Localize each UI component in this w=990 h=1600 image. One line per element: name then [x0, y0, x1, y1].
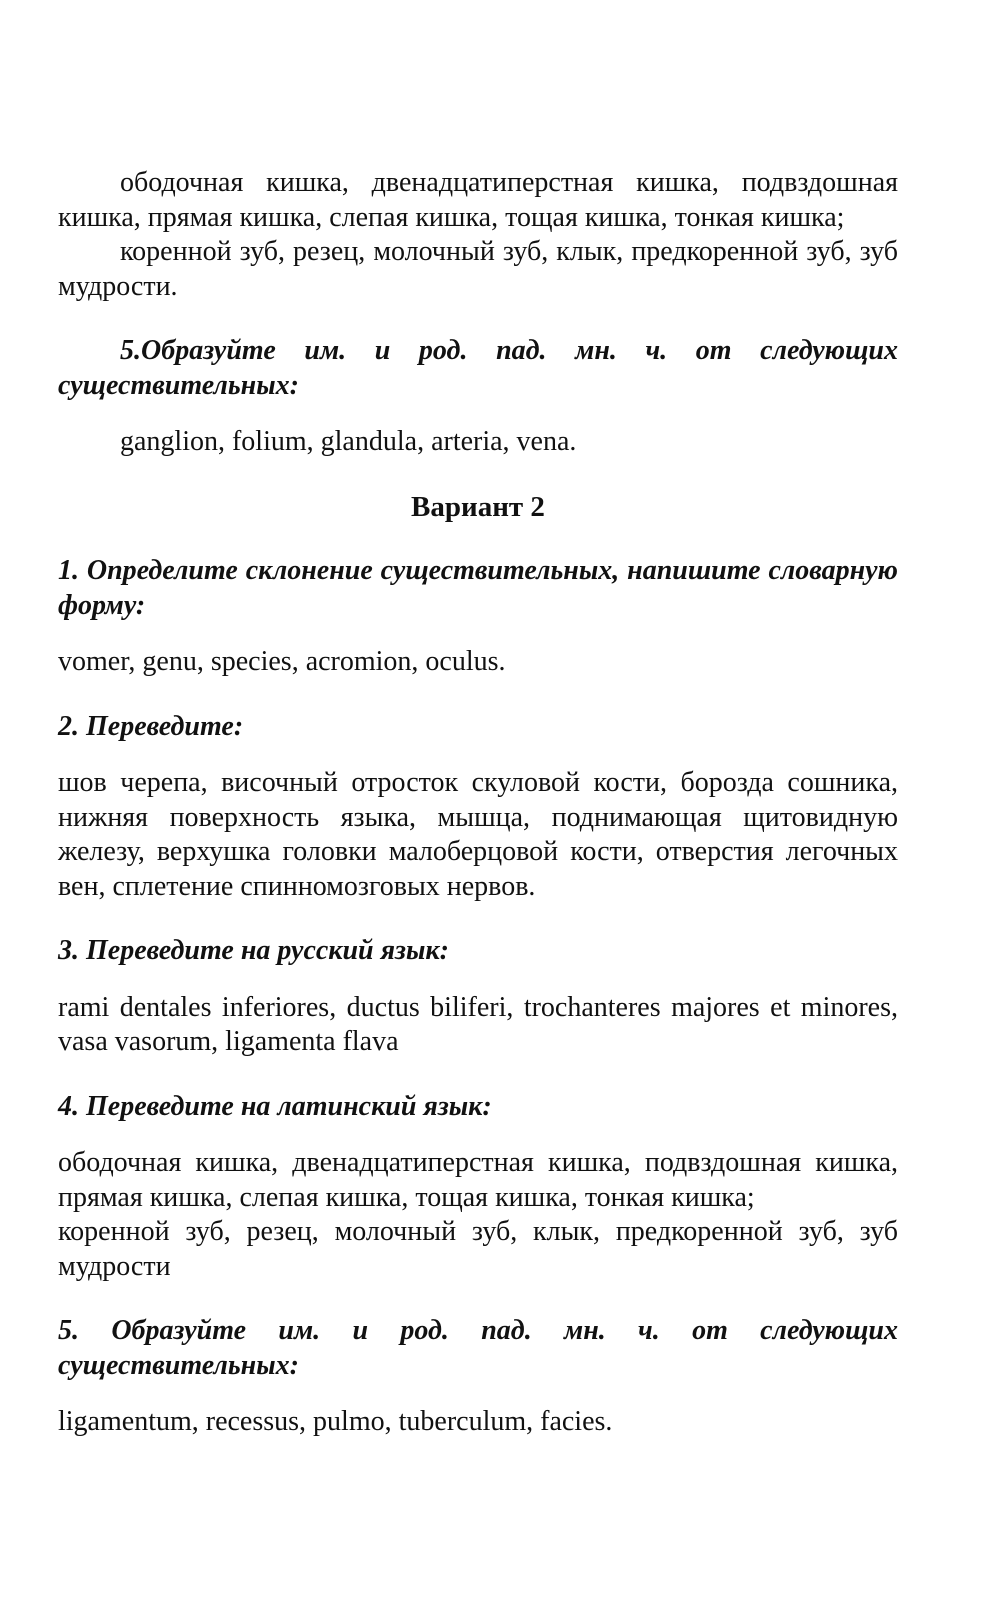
paragraph-teeth: коренной зуб, резец, молочный зуб, клык, предкоренной зуб, зуб мудрости. [58, 236, 898, 302]
task-text-4a: ободочная кишка, двенадцатиперстная кишка, подвздошная кишка, прямая кишка, слепая кишка, тощая кишка, тонкая кишка; [58, 1147, 898, 1213]
task-words-1: vomer, genu, species, acromion, oculus. [58, 646, 506, 677]
variant-title: Вариант 2 [411, 490, 545, 523]
task-heading-5-variant1: 5.Образуйте им. и род. пад. мн. ч. от следующих существительных: [58, 335, 898, 401]
task-text-2: шов черепа, височный отросток скуловой кости, борозда сошника, нижняя поверхность языка, мышца, поднимающая щитовидную железу, верхушка головки малоберцовой кости, отверстия легочных вен, сплетение спинномозговых нервов. [58, 767, 898, 902]
task-heading-1: 1. Определите склонение существительных, напишите словарную форму: [58, 555, 898, 621]
paragraph-intestines: ободочная кишка, двенадцатиперстная кишка, подвздошная кишка, прямая кишка, слепая кишка, тощая кишка, тонкая кишка; [58, 167, 898, 233]
task-words-5-variant1: ganglion, folium, glandula, arteria, vena. [120, 426, 577, 457]
task-text-4b: коренной зуб, резец, молочный зуб, клык, предкоренной зуб, зуб мудрости [58, 1216, 898, 1282]
task-heading-2: 2. Переведите: [58, 710, 244, 742]
task-heading-3: 3. Переведите на русский язык: [58, 935, 449, 966]
task-words-5: ligamentum, recessus, pulmo, tuberculum, facies. [58, 1406, 613, 1437]
document-page [58, 166, 898, 1440]
task-heading-4: 4. Переведите на латинский язык: [58, 1090, 492, 1122]
task-heading-5: 5. Образуйте им. и род. пад. мн. ч. от следующих существительных: [58, 1315, 898, 1381]
task-text-3: rami dentales inferiores, ductus biliferi, trochanteres majores et minores, vasa vasorum, ligamenta flava [58, 991, 898, 1057]
